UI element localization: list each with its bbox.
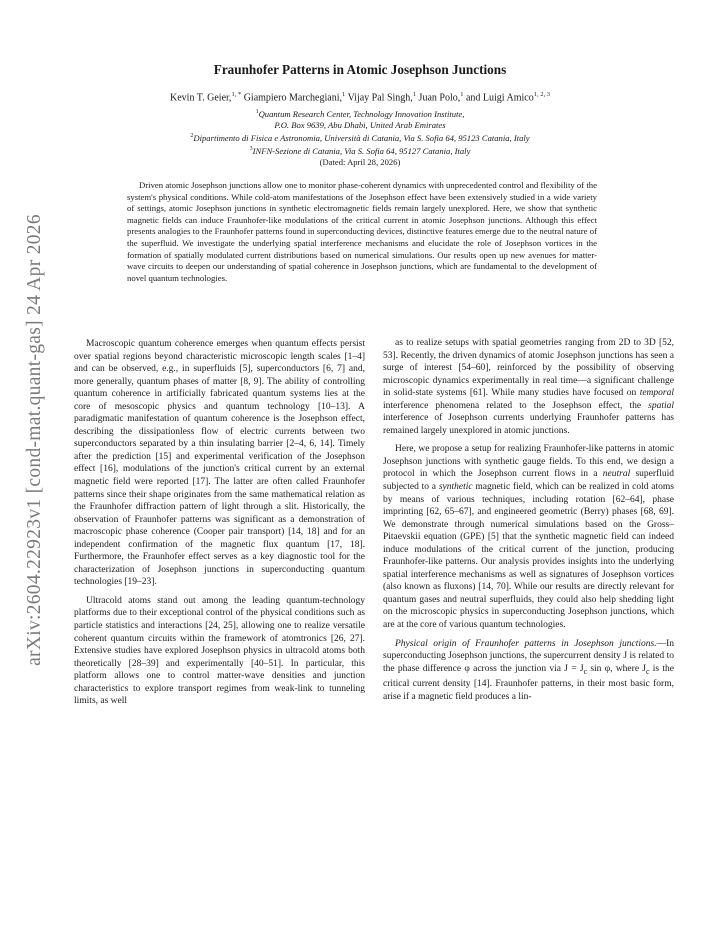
affiliation-line: P.O. Box 9639, Abu Dhabi, United Arab Emirates [274,120,446,131]
left-column [74,338,365,714]
author-name: Juan Polo, [418,92,461,104]
author-name: Giampiero Marchegiani, [243,92,342,104]
author-name: Vijay Pal Singh, [347,92,413,104]
right-column [383,337,674,709]
arxiv-sidebar [10,180,60,700]
affiliations [0,107,720,169]
author-affil-mark: 1 [412,91,417,98]
dated-line: (Dated: April 28, 2026) [319,157,401,168]
affiliation-line: $^2$Dipartimento di Fisica e Astronomia, Università di Catania, Via S. Sofia 64, 95123 Catania, Italy [190,133,530,144]
author-name: and Luigi Amico [465,92,534,104]
affiliation-line: $^1$Quantum Research Center, Technology Innovation Institute, [255,108,465,119]
body-paragraph: Macroscopic quantum coherence emerges when quantum effects persist over spatial regions beyond characteristic microscopic length scales [1–4] and can be observed, e.g., in superfluids [5], superconductors [6, 7] and, more generally, quantum phases of matter [8, 9]. The ability of controlling quantum coherence in artificially fabricated quantum systems lies at the core of mesoscopic physics and quantum technology [10–13]. A paradigmatic manifestation of quantum coherence is the Josephson effect, describing the dissipationless flow of electric currents between two superconductors separated by a thin insulating barrier [2–4, 6, 14]. Timely after the prediction [15] and experimental verification of the Josephson effect [16], modulations of the junction's critical current by an external magnetic field were reported [17]. The latter are often called Fraunhofer patterns since their shape originates from the same mathematical relation as the Fraunhofer diffraction pattern of light through a slit. Historically, the observation of Fraunhofer patterns was significant as a demonstration of macroscopic phase coherence (Cooper pair transport) [14, 18] and for an independent confirmation of the magnetic flux quantum [17, 18]. Furthermore, the Fraunhofer effect serves as a key diagnostic tool for the characterization of Josephson junctions in superconducting quantum technologies [19–23]. [74,339,365,588]
author-affil-mark: 1, * [231,91,242,98]
body-paragraph: Physical origin of Fraunhofer patterns in Josephson junctions.—In superconducting Josephson junctions, the supercurrent density J is related to the phase difference φ across the junction via $J = J_c$ sin φ, where $J_c$ is the critical current density [14]. Fraunhofer patterns, in their most basic form, arise if a magnetic field produces a lin- [383,638,674,702]
author-name: Kevin T. Geier, [170,92,232,104]
abstract: Driven atomic Josephson junctions allow one to monitor phase-coherent dynamics with unprecedented control and flexibility of the system's physical conditions. While cold-atom manifestations of the Josephson effect have been extensively studied in a wide variety of settings, atomic Josephson junctions in synthetic electromagnetic fields remain largely unexplored. Here, we show that synthetic magnetic fields can induce Fraunhofer-like modulations of the critical current in atomic Josephson junctions. Although this effect presents analogies to the Fraunhofer patterns found in superconducting devices, distinctive features emerge due to the neutral nature of the superfluid. We investigate the underlying spatial interference mechanisms and elucidate the role of Josephson vortices in the formation of spatially modulated current distributions based on numerical simulations. Our results open up new avenues for matter-wave circuits to deepen our understanding of spatial coherence in Josephson junctions, which are fundamental to the development of novel quantum technologies. [127,180,597,283]
body-paragraph: as to realize setups with spatial geometries ranging from 2D to 3D [52, 53]. Recently, the driven dynamics of atomic Josephson junctions has seen a surge of interest [54–60], reinforced by the possibility of observing microscopic dynamics experimentally in real time—a significant challenge in solid-state systems [61]. While many studies have focused on temporal interference phenomena related to the Josephson effect, the spatial interference of Josephson currents underlying Fraunhofer patterns has remained largely unexplored in atomic junctions. [383,338,674,436]
section-runin-heading: Physical origin of Fraunhofer patterns in Josephson junctions. [395,638,657,649]
body-paragraph: Here, we propose a setup for realizing Fraunhofer-like patterns in atomic Josephson junctions with synthetic gauge fields. To this end, we design a protocol in which the Josephson current flows in a neutral superfluid subjected to a synthetic magnetic field, which can be realized in cold atoms by means of various techniques, including rotation [62–64], phase imprinting [62, 65–67], and engineered geometric (Berry) phases [68, 69]. We demonstrate through numerical simulations based on the Gross–Pitaevskii equation (GPE) [5] that the synthetic magnetic field can indeed induce modulations of the critical current of the junction, producing Fraunhofer-like patterns. Our analysis provides insights into the underlying spatial interference mechanisms as well as signatures of Josephson vortices (also known as fluxons) [14, 70]. While our results are directly relevant for quantum gases and neutral superfluids, they could also help shedding light on the microscopic physics in superconducting Josephson junctions, which are at the core of various quantum technologies. [383,444,675,631]
author-affil-mark: 1 [460,91,464,98]
paper-title: Fraunhofer Patterns in Atomic Josephson Junctions [213,62,507,77]
body-paragraph: Ultracold atoms stand out among the leading quantum-technology platforms due to their exceptional control of the physical conditions such as particle statistics and interactions [24, 25], allowing one to realize versatile coherent quantum circuits within the framework of atomtronics [26, 27]. Extensive studies have explored Josephson physics in ultracold atoms both theoretically [28–39] and experimentally [40–51]. In particular, this platform allows one to control matter-wave densities and junction characteristics to explore transport regimes from weak-link to tunneling limits, as well [74,595,365,707]
author-list [0,91,720,103]
arxiv-identifier: arXiv:2604.22923v1 [cond-mat.quant-gas] 24 Apr 2026 [24,214,45,666]
author-affil-mark: 1, 2, 3 [533,91,550,98]
affiliation-line: $^3$INFN-Sezione di Catania, Via S. Sofia 64, 95127 Catania, Italy [249,146,471,157]
author-affil-mark: 1 [341,91,346,98]
